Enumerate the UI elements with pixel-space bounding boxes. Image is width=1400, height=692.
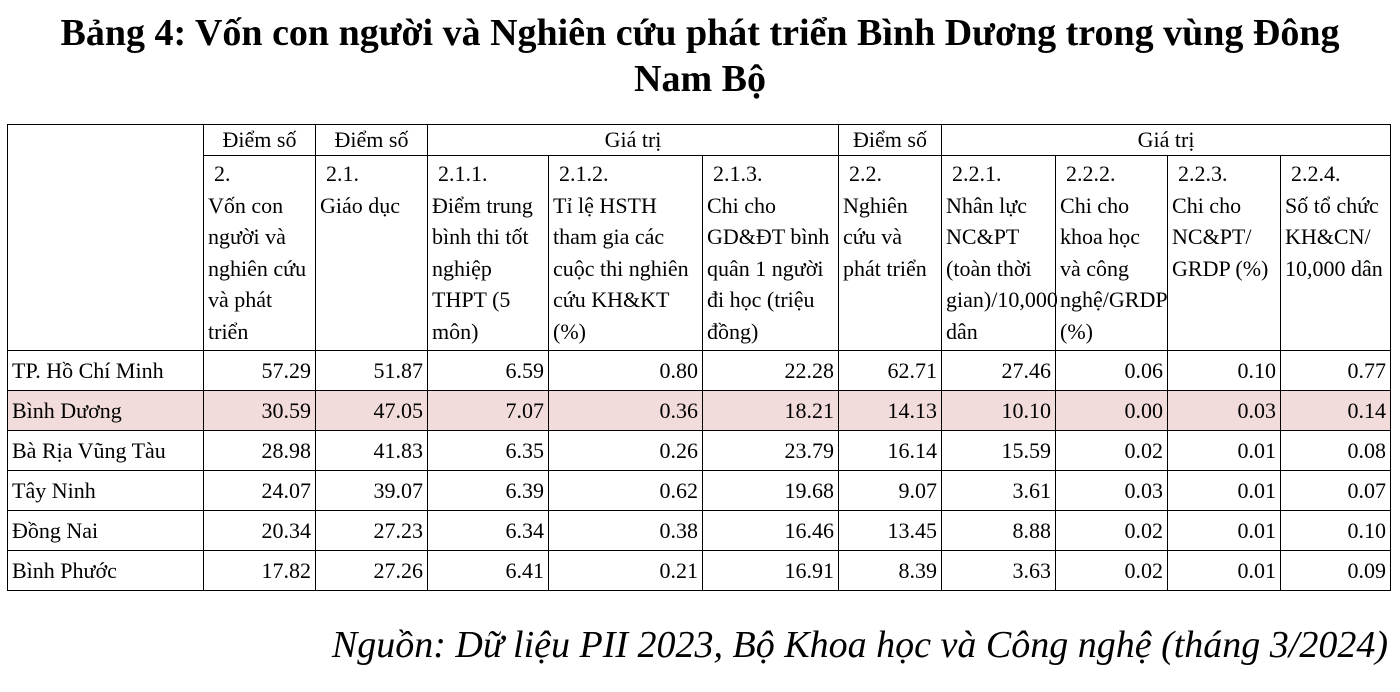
- header-score-3: Điểm số: [839, 125, 942, 156]
- header-value-group-1: Giá trị: [428, 125, 839, 156]
- header-indicator-6: 2.2. Nghiên cứu và phát triển: [839, 156, 942, 351]
- cell-value: 3.63: [942, 550, 1056, 590]
- cell-value: 6.41: [428, 550, 549, 590]
- cell-value: 0.07: [1281, 470, 1391, 510]
- cell-value: 0.80: [549, 350, 703, 390]
- table-body: [8, 350, 1391, 590]
- header-indicator-2: 2.1. Giáo dục: [316, 156, 428, 351]
- cell-value: 0.00: [1056, 390, 1168, 430]
- cell-value: 0.10: [1281, 510, 1391, 550]
- table-row: [8, 390, 1391, 430]
- cell-value: 28.98: [204, 430, 316, 470]
- cell-value: 8.88: [942, 510, 1056, 550]
- cell-value: 10.10: [942, 390, 1056, 430]
- header-indicator-8: 2.2.2. Chi cho khoa học và công nghệ/GRDP (%): [1056, 156, 1168, 351]
- table-row: [8, 470, 1391, 510]
- cell-value: 57.29: [204, 350, 316, 390]
- cell-value: 27.26: [316, 550, 428, 590]
- cell-value: 16.91: [703, 550, 839, 590]
- header-indicator-9: 2.2.3. Chi cho NC&PT/ GRDP (%): [1168, 156, 1281, 351]
- cell-value: 27.46: [942, 350, 1056, 390]
- cell-value: 0.36: [549, 390, 703, 430]
- cell-value: 23.79: [703, 430, 839, 470]
- header-row-top: [8, 125, 1391, 156]
- cell-value: 8.39: [839, 550, 942, 590]
- header-row-indicators: [8, 156, 1391, 351]
- table-row: [8, 350, 1391, 390]
- row-province-name: Bà Rịa Vũng Tàu: [8, 430, 204, 470]
- cell-value: 0.01: [1168, 510, 1281, 550]
- header-indicator-10: 2.2.4. Số tổ chức KH&CN/ 10,000 dân: [1281, 156, 1391, 351]
- header-indicator-1: 2. Vốn con người và nghiên cứu và phát triển: [204, 156, 316, 351]
- cell-value: 6.34: [428, 510, 549, 550]
- cell-value: 0.38: [549, 510, 703, 550]
- row-province-name: Bình Dương: [8, 390, 204, 430]
- cell-value: 24.07: [204, 470, 316, 510]
- cell-value: 17.82: [204, 550, 316, 590]
- cell-value: 13.45: [839, 510, 942, 550]
- cell-value: 6.39: [428, 470, 549, 510]
- cell-value: 7.07: [428, 390, 549, 430]
- cell-value: 16.46: [703, 510, 839, 550]
- table-row: [8, 550, 1391, 590]
- cell-value: 0.02: [1056, 430, 1168, 470]
- header-value-group-2: Giá trị: [942, 125, 1391, 156]
- cell-value: 0.21: [549, 550, 703, 590]
- header-indicator-3: 2.1.1. Điểm trung bình thi tốt nghiệp THPT (5 môn): [428, 156, 549, 351]
- cell-value: 20.34: [204, 510, 316, 550]
- data-table: [7, 124, 1391, 591]
- header-indicator-7: 2.2.1. Nhân lực NC&PT (toàn thời gian)/10,000 dân: [942, 156, 1056, 351]
- table-row: [8, 430, 1391, 470]
- cell-value: 9.07: [839, 470, 942, 510]
- table-row: [8, 510, 1391, 550]
- cell-value: 0.26: [549, 430, 703, 470]
- cell-value: 18.21: [703, 390, 839, 430]
- cell-value: 0.14: [1281, 390, 1391, 430]
- cell-value: 39.07: [316, 470, 428, 510]
- header-indicator-5: 2.1.3. Chi cho GD&ĐT bình quân 1 người đi học (triệu đồng): [703, 156, 839, 351]
- row-province-name: Bình Phước: [8, 550, 204, 590]
- cell-value: 15.59: [942, 430, 1056, 470]
- cell-value: 0.62: [549, 470, 703, 510]
- cell-value: 0.01: [1168, 430, 1281, 470]
- table-title: Bảng 4: Vốn con người và Nghiên cứu phát triển Bình Dương trong vùng Đông Nam Bộ: [60, 12, 1340, 100]
- cell-value: 0.08: [1281, 430, 1391, 470]
- row-province-name: TP. Hồ Chí Minh: [8, 350, 204, 390]
- header-score-1: Điểm số: [204, 125, 316, 156]
- cell-value: 30.59: [204, 390, 316, 430]
- cell-value: 47.05: [316, 390, 428, 430]
- cell-value: 0.09: [1281, 550, 1391, 590]
- cell-value: 0.02: [1056, 510, 1168, 550]
- cell-value: 27.23: [316, 510, 428, 550]
- header-score-2: Điểm số: [316, 125, 428, 156]
- cell-value: 0.03: [1056, 470, 1168, 510]
- cell-value: 62.71: [839, 350, 942, 390]
- cell-value: 14.13: [839, 390, 942, 430]
- cell-value: 22.28: [703, 350, 839, 390]
- cell-value: 0.77: [1281, 350, 1391, 390]
- header-indicator-4: 2.1.2. Tỉ lệ HSTH tham gia các cuộc thi nghiên cứu KH&KT (%): [549, 156, 703, 351]
- row-province-name: Tây Ninh: [8, 470, 204, 510]
- cell-value: 0.01: [1168, 470, 1281, 510]
- cell-value: 0.03: [1168, 390, 1281, 430]
- cell-value: 3.61: [942, 470, 1056, 510]
- cell-value: 0.01: [1168, 550, 1281, 590]
- cell-value: 6.59: [428, 350, 549, 390]
- cell-value: 16.14: [839, 430, 942, 470]
- cell-value: 6.35: [428, 430, 549, 470]
- source-note: Nguồn: Dữ liệu PII 2023, Bộ Khoa học và Công nghệ (tháng 3/2024): [331, 624, 1388, 666]
- cell-value: 0.02: [1056, 550, 1168, 590]
- cell-value: 51.87: [316, 350, 428, 390]
- cell-value: 41.83: [316, 430, 428, 470]
- cell-value: 19.68: [703, 470, 839, 510]
- cell-value: 0.10: [1168, 350, 1281, 390]
- header-corner: [8, 125, 204, 351]
- cell-value: 0.06: [1056, 350, 1168, 390]
- row-province-name: Đồng Nai: [8, 510, 204, 550]
